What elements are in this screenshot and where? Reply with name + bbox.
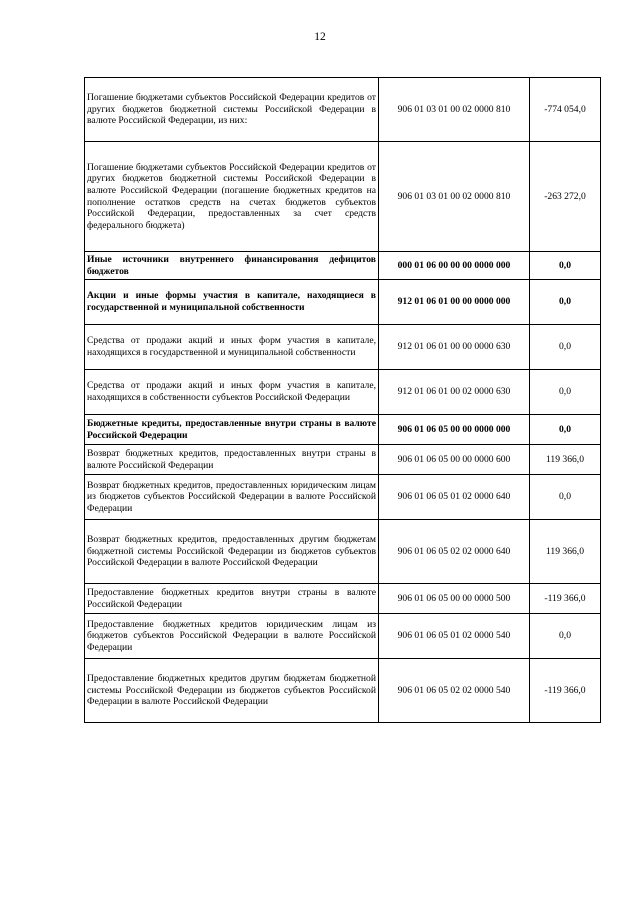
row-amount-cell: 119 366,0 bbox=[530, 445, 601, 475]
table-row bbox=[85, 142, 601, 252]
row-amount-cell: -119 366,0 bbox=[530, 584, 601, 614]
table-row bbox=[85, 520, 601, 584]
row-amount-cell: 119 366,0 bbox=[530, 520, 601, 584]
row-amount-cell: 0,0 bbox=[530, 370, 601, 415]
table-row bbox=[85, 415, 601, 445]
row-code-cell: 906 01 06 05 00 00 0000 500 bbox=[379, 584, 530, 614]
row-name-cell: Предоставление бюджетных кредитов юридическим лицам из бюджетов субъектов Российской Федерации в валюте Российской Федерации bbox=[85, 614, 379, 659]
row-name-cell: Возврат бюджетных кредитов, предоставленных внутри страны в валюте Российской Федерации bbox=[85, 445, 379, 475]
row-amount-cell: 0,0 bbox=[530, 252, 601, 280]
row-name-cell: Средства от продажи акций и иных форм участия в капитале, находящихся в собственности субъектов Российской Федерации bbox=[85, 370, 379, 415]
row-code-cell: 906 01 06 05 02 02 0000 540 bbox=[379, 659, 530, 723]
row-code-cell: 912 01 06 01 00 00 0000 630 bbox=[379, 325, 530, 370]
table-row bbox=[85, 584, 601, 614]
row-amount-cell: 0,0 bbox=[530, 475, 601, 520]
row-code-cell: 906 01 03 01 00 02 0000 810 bbox=[379, 78, 530, 142]
row-name-cell: Средства от продажи акций и иных форм участия в капитале, находящихся в государственной и муниципальной собственности bbox=[85, 325, 379, 370]
row-name-cell: Предоставление бюджетных кредитов внутри страны в валюте Российской Федерации bbox=[85, 584, 379, 614]
row-amount-cell: 0,0 bbox=[530, 415, 601, 445]
table-row bbox=[85, 78, 601, 142]
table-row bbox=[85, 659, 601, 723]
row-code-cell: 906 01 06 05 01 02 0000 640 bbox=[379, 475, 530, 520]
row-amount-cell: 0,0 bbox=[530, 325, 601, 370]
table-row bbox=[85, 475, 601, 520]
row-code-cell: 906 01 06 05 02 02 0000 640 bbox=[379, 520, 530, 584]
row-code-cell: 906 01 06 05 00 00 0000 600 bbox=[379, 445, 530, 475]
row-code-cell: 906 01 06 05 00 00 0000 000 bbox=[379, 415, 530, 445]
row-amount-cell: -774 054,0 bbox=[530, 78, 601, 142]
row-code-cell: 000 01 06 00 00 00 0000 000 bbox=[379, 252, 530, 280]
row-name-cell: Бюджетные кредиты, предоставленные внутри страны в валюте Российской Федерации bbox=[85, 415, 379, 445]
table-row bbox=[85, 325, 601, 370]
row-name-cell: Предоставление бюджетных кредитов другим бюджетам бюджетной системы Российской Федерации из бюджетов субъектов Российской Федерации в валюте Российской Федерации bbox=[85, 659, 379, 723]
row-name-cell: Погашение бюджетами субъектов Российской Федерации кредитов от других бюджетов бюджетной системы Российской Федерации в валюте Российской Федерации, из них: bbox=[85, 78, 379, 142]
page-number: 12 bbox=[314, 31, 326, 43]
row-name-cell: Иные источники внутреннего финансирования дефицитов бюджетов bbox=[85, 252, 379, 280]
table-row bbox=[85, 280, 601, 325]
row-amount-cell: 0,0 bbox=[530, 614, 601, 659]
row-name-cell: Возврат бюджетных кредитов, предоставленных другим бюджетам бюджетной системы Российской Федерации из бюджетов субъектов Российской Федерации в валюте Российской Федерации bbox=[85, 520, 379, 584]
row-code-cell: 906 01 03 01 00 02 0000 810 bbox=[379, 142, 530, 252]
row-code-cell: 912 01 06 01 00 02 0000 630 bbox=[379, 370, 530, 415]
row-name-cell: Погашение бюджетами субъектов Российской Федерации кредитов от других бюджетов бюджетной системы Российской Федерации в валюте Российской Федерации (погашение бюджетных кредитов на пополнение остатков средств на счетах бюджетов субъектов Российской Федерации, предоставленных за счет средств федерального бюджета) bbox=[85, 142, 379, 252]
row-code-cell: 912 01 06 01 00 00 0000 000 bbox=[379, 280, 530, 325]
budget-table-body bbox=[85, 78, 601, 723]
row-amount-cell: -263 272,0 bbox=[530, 142, 601, 252]
row-amount-cell: 0,0 bbox=[530, 280, 601, 325]
row-name-cell: Возврат бюджетных кредитов, предоставленных юридическим лицам из бюджетов субъектов Российской Федерации в валюте Российской Федерации bbox=[85, 475, 379, 520]
row-code-cell: 906 01 06 05 01 02 0000 540 bbox=[379, 614, 530, 659]
table-row bbox=[85, 370, 601, 415]
table-row bbox=[85, 252, 601, 280]
table-row bbox=[85, 614, 601, 659]
budget-sources-table bbox=[84, 77, 601, 723]
row-amount-cell: -119 366,0 bbox=[530, 659, 601, 723]
row-name-cell: Акции и иные формы участия в капитале, находящиеся в государственной и муниципальной собственности bbox=[85, 280, 379, 325]
table-row bbox=[85, 445, 601, 475]
